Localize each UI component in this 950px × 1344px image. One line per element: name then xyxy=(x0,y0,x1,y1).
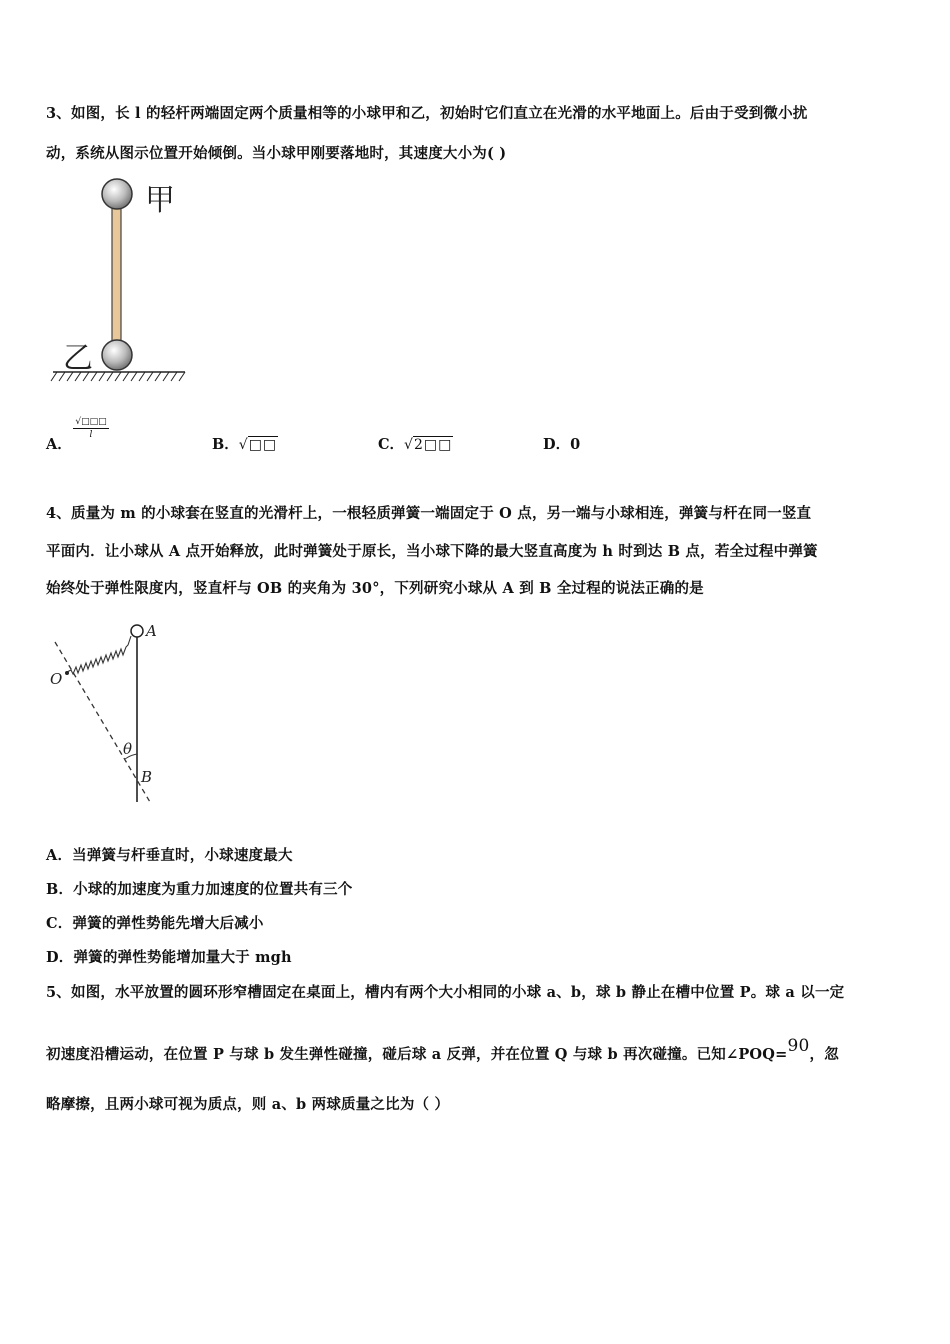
q4-option-b: B．小球的加速度为重力加速度的位置共有三个 xyxy=(46,881,353,898)
q3-figure-rod xyxy=(45,172,195,387)
q3-option-a-fraction xyxy=(73,416,109,441)
q5-stem-line2-text: 初速度沿槽运动，在位置 P 与球 b 发生弹性碰撞，碰后球 a 反弹，并在位置 Q 与球 b 再次碰撞。已知∠POQ= xyxy=(46,1046,788,1063)
q3-option-a-numerator: √□□□ xyxy=(73,416,109,429)
q5-angle-value: 90 xyxy=(787,1036,810,1056)
q4-stem-line2: 平面内．让小球从 A 点开始释放，此时弹簧处于原长，当小球下降的最大竖直高度为 h 时到达 B 点，若全过程中弹簧 xyxy=(46,543,818,560)
q3-option-a-label: A． xyxy=(46,436,72,453)
q3-option-b-label: B． xyxy=(212,436,239,453)
q4-stem-line1: 4、质量为 m 的小球套在竖直的光滑杆上，一根轻质弹簧一端固定于 O 点，另一端与小球相连，弹簧与杆在同一竖直 xyxy=(46,505,812,522)
q3-label-jia: 甲 xyxy=(145,183,175,218)
q3-stem-line2: 动，系统从图示位置开始倾倒。当小球甲刚要落地时，其速度大小为( ) xyxy=(46,145,507,162)
q3-option-c-value: 2□□ xyxy=(413,437,453,453)
q4-figure-spring xyxy=(45,612,175,812)
q3-option-b-value: □□ xyxy=(248,437,278,453)
q3-option-d: D．0 xyxy=(543,436,581,453)
q5-stem-line2 xyxy=(46,1036,839,1064)
q4-label-b: B xyxy=(141,768,153,786)
q4-label-theta: θ xyxy=(123,740,133,758)
q3-option-b: B．√□□ xyxy=(212,436,278,453)
q3-stem-line1: 3、如图，长 l 的轻杆两端固定两个质量相等的小球甲和乙，初始时它们直立在光滑的水平地面上。后由于受到微小扰 xyxy=(46,105,808,122)
q4-option-d: D．弹簧的弹性势能增加量大于 mgh xyxy=(46,949,292,966)
q5-stem-line1: 5、如图，水平放置的圆环形窄槽固定在桌面上，槽内有两个大小相同的小球 a、b，球 b 静止在槽中位置 P。球 a 以一定 xyxy=(46,984,845,1001)
q3-option-a-denominator: l xyxy=(89,430,93,440)
q3-label-yi: 乙 xyxy=(63,341,93,376)
q3-option-c: C．√2□□ xyxy=(378,436,453,453)
q4-label-o: O xyxy=(50,670,63,688)
q4-option-c: C．弹簧的弹性势能先增大后减小 xyxy=(46,915,264,932)
q3-option-c-label: C． xyxy=(378,436,405,453)
q4-label-a: A xyxy=(146,622,157,640)
q4-stem-line3: 始终处于弹性限度内，竖直杆与 OB 的夹角为 30°，下列研究小球从 A 到 B 全过程的说法正确的是 xyxy=(46,580,704,597)
q4-option-a: A．当弹簧与杆垂直时，小球速度最大 xyxy=(46,847,293,864)
q5-stem-line2-tail: ，忽 xyxy=(809,1046,839,1063)
q5-stem-line3: 略摩擦，且两小球可视为质点，则 a、b 两球质量之比为（ ） xyxy=(46,1096,450,1113)
